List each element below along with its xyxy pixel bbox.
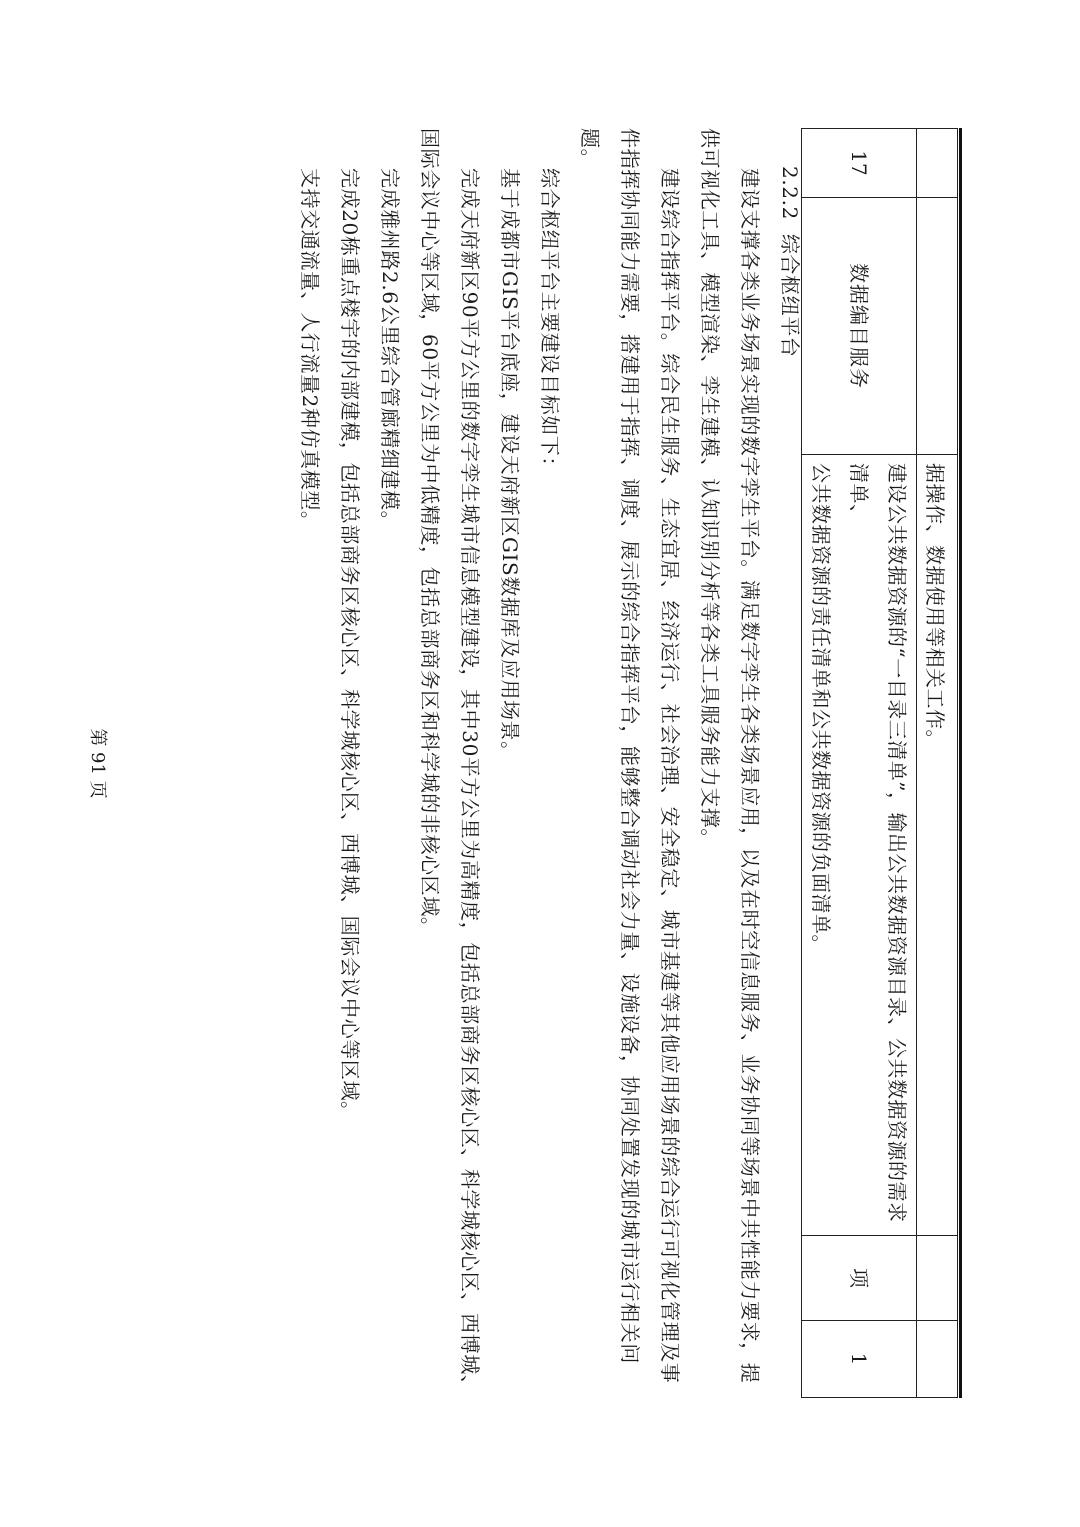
cell-name: 数据编目服务 [802,198,917,455]
section-heading [770,128,810,1398]
cell-unit [917,1236,958,1321]
spec-table [801,128,958,1398]
paragraph: 完成20栋重点楼宇的内部建模，包括总部商务区核心区、科学城核心区、西博城、国际会议中心等区域。 [338,168,362,1122]
paragraph: 综合枢纽平台主要建设目标如下： [538,168,562,477]
cell-description [802,455,917,1236]
paragraph: 完成雅州路2.6公里综合管廊精细建模。 [378,168,402,532]
paragraph: 完成天府新区90平方公里的数字孪生城市信息模型建设，其中30平方公里为高精度，包括总部商务区核心区、科学城核心区、西博城、国际会议中心等区域，60平方公里为中低精度，包括总部商务区和科学城的非核心区域。 [418,128,482,1396]
cell-number [917,129,958,198]
table-row [802,129,917,1398]
cell-quantity [917,1321,958,1398]
paragraph: 建设支撑各类业务场景实现的数字孪生平台。满足数字孪生各类场景应用，以及在时空信息服务、业务协同等场景中共性能力要求，提供可视化工具、模型渲染、孪生建模、认知识别分析等各类工具服务能力支撑。 [698,128,762,1384]
heading-title: 综合枢纽平台 [778,233,802,358]
cell-quantity: 1 [802,1321,917,1398]
cell-unit: 项 [802,1236,917,1321]
table-top-rule [959,128,962,1398]
cell-number: 17 [802,129,917,198]
cell-name [917,198,958,455]
table-row [917,129,958,1398]
heading-number: 2.2.2 [778,166,802,220]
page-number: 第 91 页 [87,728,108,799]
description-line-1: 建设公共数据资源的“一目录三清单”，输出公共数据资源目录、公共数据资源的需求清单、 [847,463,909,1223]
paragraph: 支持交通流量、人行流量2种仿真模型。 [298,168,322,532]
paragraph: 基于成都市GIS平台底座，建设天府新区GIS数据库及应用场景。 [498,168,522,762]
cell-description: 据操作、数据使用等相关工作。 [917,455,958,1236]
section-body [290,128,810,1398]
description-line-2: 公共数据资源的责任清单和公共数据资源的负面清单。 [809,463,833,955]
paragraph: 建设综合指挥平台。综合民生服务、生态宜居、经济运行、社会治理、安全稳定、城市基建等其他应用场景的综合运行可视化管理及事件指挥协同能力需要，搭建用于指挥、调度、展示的综合指挥平台，能够整合调动社会力量、设施设备，协同处置发现的城市运行相关问题。 [578,128,682,1384]
